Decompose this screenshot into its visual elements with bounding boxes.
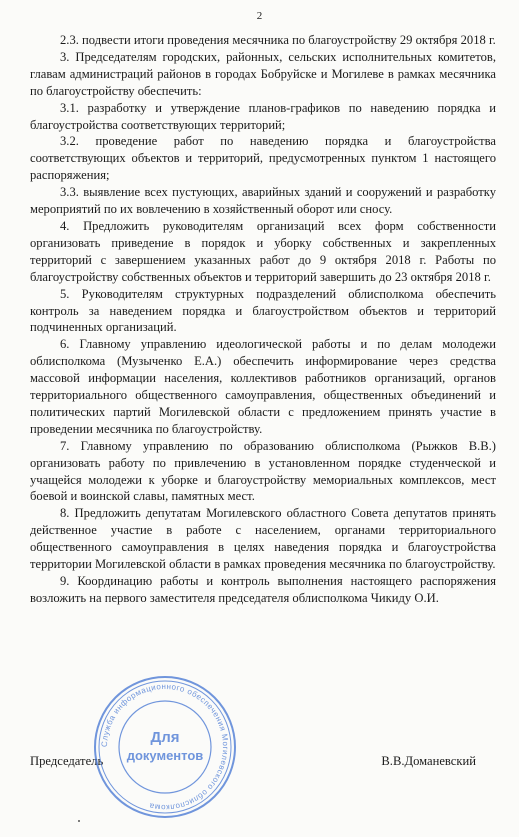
paragraph-4: 4. Предложить руководителям организаций всех форм собственности организовать приведение в порядок и уборку собственных и закрепленных территорий с завершением указанных работ до 9 октября 2018 г. Работы по благоустройству собственных объектов и территорий завершить до 23 октября 2018 г. xyxy=(30,218,496,284)
stamp-center-text-2: документов xyxy=(126,748,204,763)
signature-name: В.В.Доманевский xyxy=(381,754,476,768)
svg-text:Служба информационного обеспеч xyxy=(100,682,230,812)
stamp-ring-text: Служба информационного обеспечения Могилевского облисполкома xyxy=(99,681,231,813)
signature-block xyxy=(30,754,496,769)
paragraph-7: 7. Главному управлению по образованию облисполкома (Рыжков В.В.) организовать работу по привлечению в установленном порядке студенческой и учащейся молодежи к уборке и благоустройству мемориальных комплексов, мест боевой и воинской славы, памятных мест. xyxy=(30,438,496,504)
paragraph-9: 9. Координацию работы и контроль выполнения настоящего распоряжения возложить на первого заместителя председателя облисполкома Чикиду О.И. xyxy=(30,574,496,605)
stamp-center-text-1: Для xyxy=(150,729,180,746)
document-stamp xyxy=(90,672,240,822)
paragraph-3-1: 3.1. разработку и утверждение планов-графиков по наведению порядка и благоустройства соответствующих территорий; xyxy=(30,100,496,132)
paragraph-6: 6. Главному управлению идеологической работы и по делам молодежи облисполкома (Музыченко Е.А.) обеспечить информирование через средства массовой информации населения, коллективов работников организаций, органов территориального общественного самоуправления, общественных объединений и политических партий Могилевской области с предложением принять участие в проведении месячника по благоустройству. xyxy=(30,337,496,436)
paragraph-5: 5. Руководителям структурных подразделений облисполкома обеспечить контроль за наведением порядка и благоустройством объектов и территорий подчиненных организаций. xyxy=(30,286,496,335)
scan-speck xyxy=(78,820,80,822)
paragraph-8: 8. Предложить депутатам Могилевского областного Совета депутатов принять действенное участие в работе с населением, органами территориального общественного самоуправления в целях наведения порядка и благоустройства территории Могилевской области в рамках проведения месячника по благоустройству. xyxy=(30,506,496,572)
document-body xyxy=(30,32,496,607)
paragraph-3-2: 3.2. проведение работ по наведению порядка и благоустройства соответствующих объектов и территорий, предусмотренных пунктом 1 настоящего распоряжения; xyxy=(30,134,496,183)
page-number: 2 xyxy=(256,10,263,22)
signature-title: Председатель xyxy=(30,754,104,768)
paragraph-3-3: 3.3. выявление всех пустующих, аварийных зданий и сооружений и разработку мероприятий по их вовлечению в хозяйственный оборот или сносу. xyxy=(30,185,496,217)
paragraph-2-3: 2.3. подвести итоги проведения месячника по благоустройству 29 октября 2018 г. xyxy=(60,33,496,47)
paragraph-3: 3. Председателям городских, районных, сельских исполнительных комитетов, главам администраций районов в городах Бобруйске и Могилеве в рамках месячника по благоустройству обеспечить: xyxy=(30,49,496,98)
